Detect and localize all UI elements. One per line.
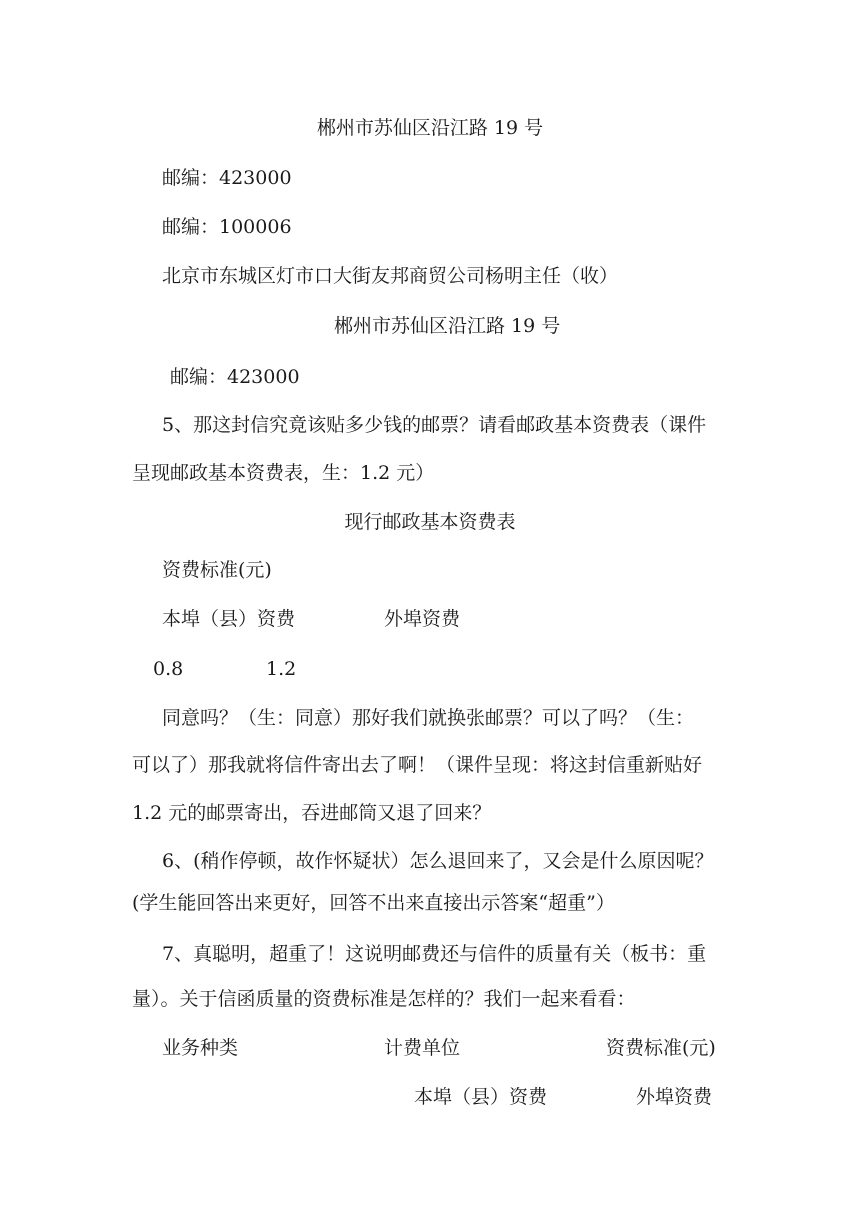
paragraph-5-line-2: 呈现邮政基本资费表，生：1.2 元） (132, 462, 435, 484)
table2-sub-local: 本埠（县）资费 (414, 1086, 548, 1108)
table-col-outside: 外埠资费 (384, 608, 461, 630)
sender-zipcode-repeat: 邮编：423000 (170, 366, 300, 388)
table-val-local: 0.8 (153, 658, 184, 680)
table-header-rate: 资费标准(元) (162, 559, 272, 581)
table-col-local: 本埠（县）资费 (162, 608, 296, 630)
table2-col-standard: 资费标准(元) (606, 1037, 716, 1059)
sender-address: 郴州市苏仙区沿江路 19 号 (316, 117, 544, 139)
sender-zipcode: 邮编：423000 (162, 167, 292, 189)
recipient-address: 北京市东城区灯市口大街友邦商贸公司杨明主任（收） (162, 265, 619, 287)
paragraph-7-line-2: 量）。关于信函质量的资费标准是怎样的？我们一起来看看： (132, 988, 636, 1010)
table2-col-type: 业务种类 (162, 1037, 239, 1059)
table-title: 现行邮政基本资费表 (344, 511, 516, 533)
recipient-zipcode: 邮编：100006 (162, 216, 292, 238)
sender-address-repeat: 郴州市苏仙区沿江路 19 号 (334, 315, 561, 337)
table2-col-unit: 计费单位 (384, 1037, 461, 1059)
paragraph-line-3: 1.2 元的邮票寄出，吞进邮筒又退了回来？ (132, 802, 492, 824)
paragraph-5-line-1: 5、那这封信究竟该贴多少钱的邮票？请看邮政基本资费表（课件 (162, 414, 707, 436)
paragraph-line-2: 可以了）那我就将信件寄出去了啊！（课件呈现：将这封信重新贴好 (132, 754, 703, 776)
paragraph-7-line-1: 7、真聪明，超重了！这说明邮费还与信件的质量有关（板书：重 (162, 943, 707, 965)
paragraph-6-line-2: (学生能回答出来更好，回答不出来直接出示答案“超重”） (132, 892, 615, 914)
paragraph-6-line-1: 6、(稍作停顿，故作怀疑状）怎么退回来了，又会是什么原因呢？ (162, 850, 714, 872)
table2-sub-outside: 外埠资费 (636, 1086, 713, 1108)
table-val-outside: 1.2 (266, 658, 297, 680)
paragraph-line-1: 同意吗？（生：同意）那好我们就换张邮票？可以了吗？（生： (162, 707, 695, 729)
